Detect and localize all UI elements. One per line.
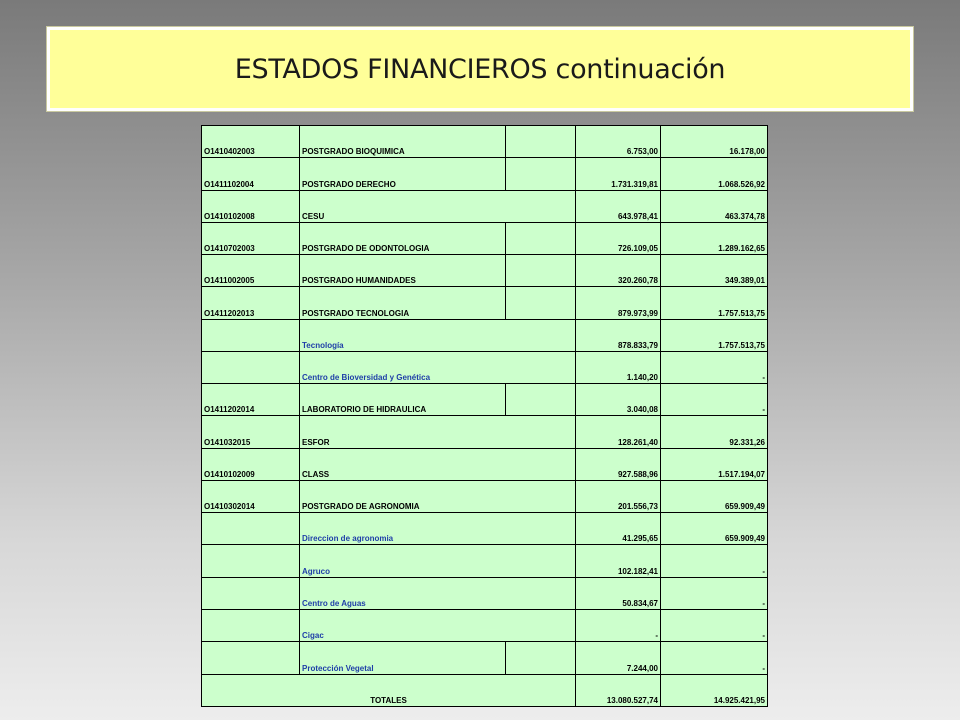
- empty-cell: [506, 222, 576, 254]
- value-col-2: 1.289.162,65: [661, 222, 768, 254]
- account-code: O1411202013: [202, 287, 300, 319]
- account-code: [202, 351, 300, 383]
- account-code: O141032015: [202, 416, 300, 448]
- value-col-1: 128.261,40: [576, 416, 661, 448]
- sub-account-name: Direccion de agronomia: [300, 513, 576, 545]
- table-row: [202, 255, 768, 287]
- value-col-2: 1.757.513,75: [661, 319, 768, 351]
- value-col-2: 1.757.513,75: [661, 287, 768, 319]
- account-code: O1410702003: [202, 222, 300, 254]
- account-code: O1411102004: [202, 158, 300, 190]
- value-col-1: 878.833,79: [576, 319, 661, 351]
- value-col-1: 927.588,96: [576, 448, 661, 480]
- table-row: [202, 222, 768, 254]
- value-col-1: 41.295,65: [576, 513, 661, 545]
- account-name: POSTGRADO DERECHO: [300, 158, 506, 190]
- value-col-2: -: [661, 642, 768, 674]
- empty-cell: [506, 158, 576, 190]
- value-col-1: 320.260,78: [576, 255, 661, 287]
- financial-table: [201, 125, 768, 707]
- table-row: [202, 287, 768, 319]
- sub-account-name: Cigac: [300, 609, 576, 641]
- title-banner: [47, 27, 913, 111]
- value-col-1: 50.834,67: [576, 577, 661, 609]
- account-name: POSTGRADO HUMANIDADES: [300, 255, 506, 287]
- account-code: O1411002005: [202, 255, 300, 287]
- account-code: O1410102009: [202, 448, 300, 480]
- table-row: [202, 545, 768, 577]
- account-code: O1410402003: [202, 126, 300, 158]
- value-col-1: 201.556,73: [576, 480, 661, 512]
- page-title: ESTADOS FINANCIEROS continuación: [234, 53, 726, 85]
- sub-account-name: Tecnología: [300, 319, 576, 351]
- empty-cell: [506, 384, 576, 416]
- table-row: [202, 577, 768, 609]
- table-row: [202, 190, 768, 222]
- value-col-2: 16.178,00: [661, 126, 768, 158]
- totals-label: TOTALES: [202, 674, 576, 706]
- sub-account-name: Agruco: [300, 545, 576, 577]
- account-name: ESFOR: [300, 416, 576, 448]
- account-name: POSTGRADO DE ODONTOLOGIA: [300, 222, 506, 254]
- account-code: [202, 609, 300, 641]
- value-col-1: -: [576, 609, 661, 641]
- empty-cell: [506, 255, 576, 287]
- account-name: POSTGRADO TECNOLOGIA: [300, 287, 506, 319]
- table-row: [202, 480, 768, 512]
- value-col-2: 1.068.526,92: [661, 158, 768, 190]
- empty-cell: [506, 287, 576, 319]
- value-col-2: -: [661, 384, 768, 416]
- value-col-2: -: [661, 609, 768, 641]
- value-col-1: 879.973,99: [576, 287, 661, 319]
- sub-account-name: Protección Vegetal: [300, 642, 506, 674]
- total-col-1: 13.080.527,74: [576, 674, 661, 706]
- sub-account-name: Centro de Bioversidad y Genética: [300, 351, 576, 383]
- value-col-2: 349.389,01: [661, 255, 768, 287]
- table-row: [202, 319, 768, 351]
- total-col-2: 14.925.421,95: [661, 674, 768, 706]
- table-row: [202, 126, 768, 158]
- value-col-2: -: [661, 577, 768, 609]
- value-col-2: 92.331,26: [661, 416, 768, 448]
- table-row: [202, 158, 768, 190]
- table-row: [202, 416, 768, 448]
- account-code: [202, 545, 300, 577]
- account-name: POSTGRADO DE AGRONOMIA: [300, 480, 576, 512]
- sub-account-name: Centro de Aguas: [300, 577, 576, 609]
- account-name: POSTGRADO BIOQUIMICA: [300, 126, 506, 158]
- account-code: O1411202014: [202, 384, 300, 416]
- table-row: [202, 351, 768, 383]
- account-code: O1410302014: [202, 480, 300, 512]
- value-col-1: 726.109,05: [576, 222, 661, 254]
- value-col-1: 102.182,41: [576, 545, 661, 577]
- value-col-1: 643.978,41: [576, 190, 661, 222]
- account-code: O1410102008: [202, 190, 300, 222]
- value-col-1: 3.040,08: [576, 384, 661, 416]
- value-col-2: 659.909,49: [661, 513, 768, 545]
- account-name: LABORATORIO DE HIDRAULICA: [300, 384, 506, 416]
- totals-row: [202, 674, 768, 706]
- account-name: CLASS: [300, 448, 576, 480]
- account-code: [202, 642, 300, 674]
- account-code: [202, 319, 300, 351]
- value-col-1: 1.140,20: [576, 351, 661, 383]
- empty-cell: [506, 642, 576, 674]
- table-row: [202, 513, 768, 545]
- value-col-2: 463.374,78: [661, 190, 768, 222]
- table-row: [202, 642, 768, 674]
- empty-cell: [506, 126, 576, 158]
- value-col-1: 1.731.319,81: [576, 158, 661, 190]
- value-col-2: -: [661, 545, 768, 577]
- table-row: [202, 609, 768, 641]
- value-col-1: 6.753,00: [576, 126, 661, 158]
- table-row: [202, 384, 768, 416]
- value-col-1: 7.244,00: [576, 642, 661, 674]
- value-col-2: 1.517.194,07: [661, 448, 768, 480]
- value-col-2: -: [661, 351, 768, 383]
- value-col-2: 659.909,49: [661, 480, 768, 512]
- table-row: [202, 448, 768, 480]
- account-code: [202, 577, 300, 609]
- account-code: [202, 513, 300, 545]
- account-name: CESU: [300, 190, 576, 222]
